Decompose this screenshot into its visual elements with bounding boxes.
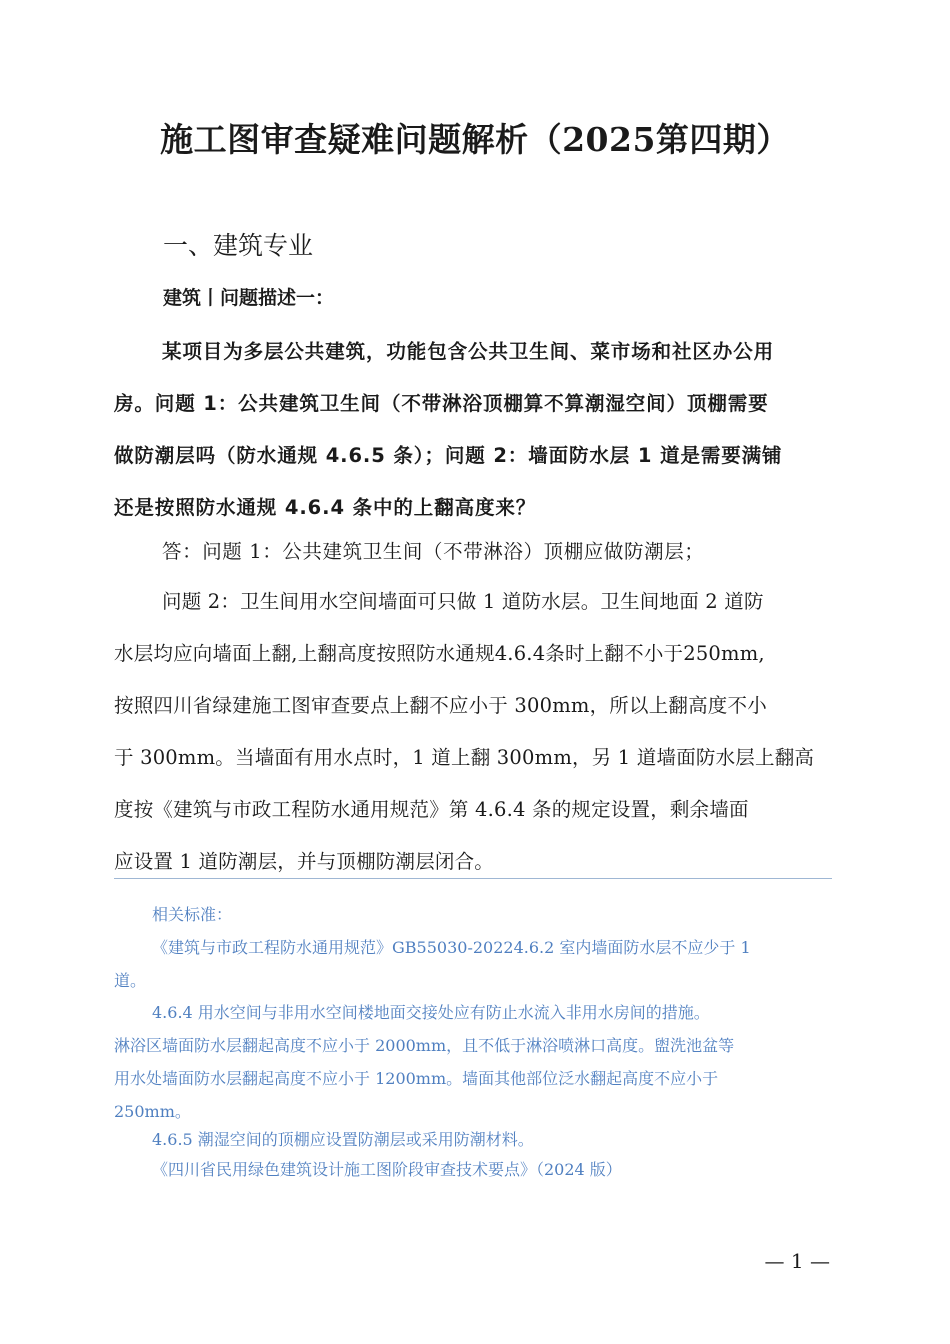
reference-line: 4.6.4 用水空间与非用水空间楼地面交接处应有防止水流入非用水房间的措施。 xyxy=(152,1003,710,1022)
answer-line: 问题 2：卫生间用水空间墙面可只做 1 道防水层。卫生间地面 2 道防 xyxy=(162,590,764,613)
document-title: 施工图审查疑难问题解析（2025第四期） xyxy=(160,120,790,159)
question-description xyxy=(114,326,832,534)
answer-line: 于 300mm。当墙面有用水点时，1 道上翻 300mm，另 1 道墙面防水层上翻高 xyxy=(114,746,815,769)
question-line: 某项目为多层公共建筑，功能包含公共卫生间、菜市场和社区办公用 xyxy=(162,340,775,363)
reference-line: 4.6.5 潮湿空间的顶棚应设置防潮层或采用防潮材料。 xyxy=(152,1130,534,1149)
answer-line: 水层均应向墙面上翻,上翻高度按照防水通规4.6.4条时上翻不小于250mm, xyxy=(114,642,765,665)
reference-line: 《四川省民用绿色建筑设计施工图阶段审查技术要点》（2024 版） xyxy=(152,1160,622,1179)
answer-paragraph-2 xyxy=(114,576,832,888)
references-label-text: 相关标准： xyxy=(152,905,233,924)
reference-line: 道。 xyxy=(114,971,147,990)
answer-line: 答：问题 1：公共建筑卫生间（不带淋浴）顶棚应做防潮层； xyxy=(162,540,705,563)
page-number: — 1 — xyxy=(764,1249,830,1273)
reference-line: 《建筑与市政工程防水通用规范》GB55030-20224.6.2 室内墙面防水层不应少于 1 xyxy=(152,938,751,957)
reference-line: 250mm。 xyxy=(114,1102,191,1121)
answer-paragraph-1 xyxy=(114,526,832,578)
question-line: 还是按照防水通规 4.6.4 条中的上翻高度来？ xyxy=(114,496,537,519)
question-line: 做防潮层吗（防水通规 4.6.5 条）；问题 2：墙面防水层 1 道是需要满铺 xyxy=(114,444,783,467)
references-label xyxy=(114,898,832,931)
reference-item-4 xyxy=(114,1153,832,1186)
answer-line: 度按《建筑与市政工程防水通用规范》第 4.6.4 条的规定设置，剩余墙面 xyxy=(114,798,749,821)
reference-line: 用水处墙面防水层翻起高度不应小于 1200mm。墙面其他部位泛水翻起高度不应小于 xyxy=(114,1069,719,1088)
section-divider xyxy=(114,878,832,879)
reference-item-1 xyxy=(114,931,832,997)
reference-item-3 xyxy=(114,1123,832,1156)
answer-line: 应设置 1 道防潮层，并与顶棚防潮层闭合。 xyxy=(114,850,495,873)
question-label: 建筑丨问题描述一： xyxy=(163,287,335,309)
question-line: 房。问题 1：公共建筑卫生间（不带淋浴顶棚算不算潮湿空间）顶棚需要 xyxy=(114,392,769,415)
section-heading: 一、建筑专业 xyxy=(163,231,314,260)
reference-line: 淋浴区墙面防水层翻起高度不应小于 2000mm，且不低于淋浴喷淋口高度。盥洗池盆等 xyxy=(114,1036,735,1055)
answer-line: 按照四川省绿建施工图审查要点上翻不应小于 300mm，所以上翻高度不小 xyxy=(114,694,767,717)
reference-item-2 xyxy=(114,996,832,1128)
